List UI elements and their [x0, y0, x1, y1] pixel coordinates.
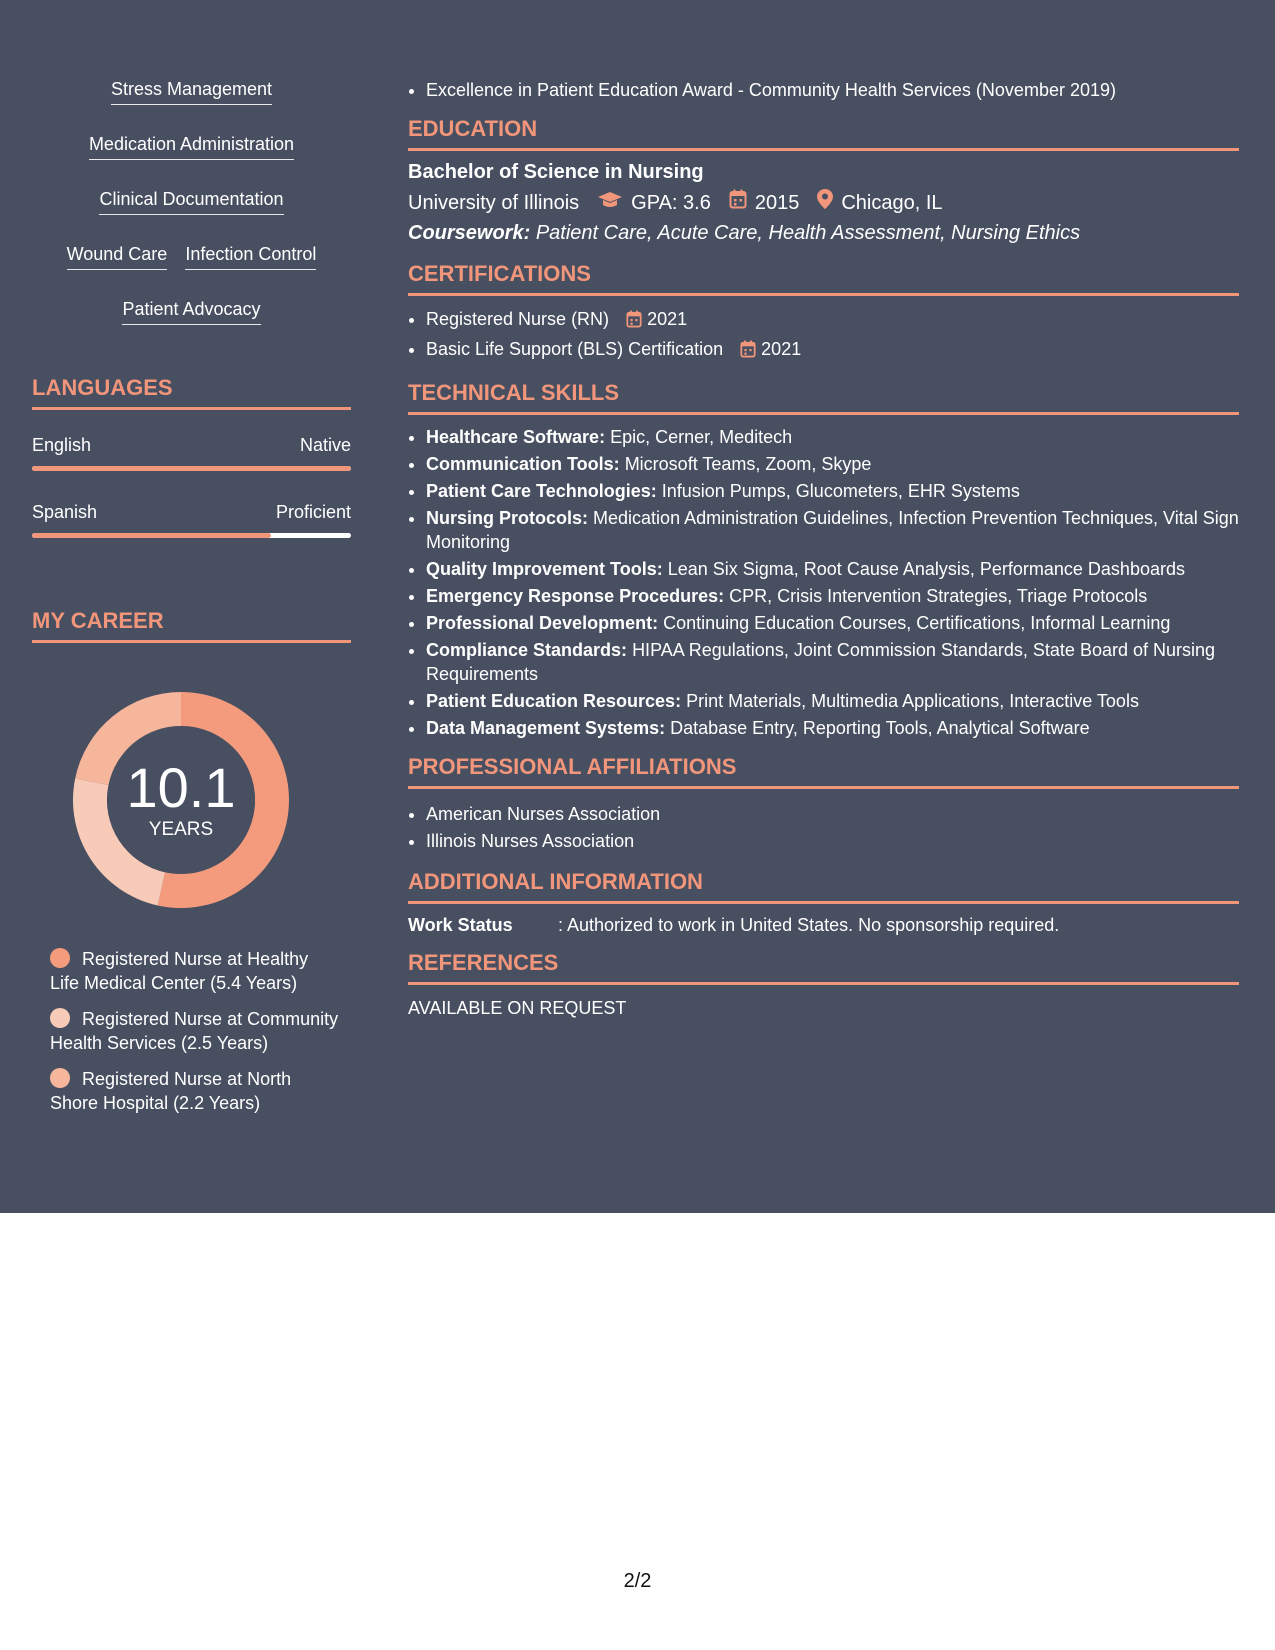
career-heading: MY CAREER: [32, 608, 351, 643]
skill-tag: Medication Administration: [89, 133, 294, 160]
legend-item: [50, 1007, 340, 1055]
right-column: [408, 78, 1239, 1019]
legend-item: [50, 1067, 340, 1115]
technical-skill-item: [426, 716, 1239, 740]
skill-tag: Stress Management: [111, 78, 272, 105]
awards-list: [408, 78, 1239, 102]
language-level: Native: [299, 435, 351, 455]
language-bar-fill: [32, 466, 351, 471]
calendar-icon: [740, 339, 756, 366]
technical-skill-item: [426, 452, 1239, 476]
education-meta: [408, 189, 1239, 217]
language-name: English: [32, 435, 92, 455]
page-number: 2/2: [623, 1570, 652, 1592]
technical-skill-value: Medication Administration Guidelines, Infection Prevention Techniques, Vital Sign Monitoring: [426, 508, 1239, 552]
affiliations-heading: PROFESSIONAL AFFILIATIONS: [408, 754, 1239, 789]
award-item: • Excellence in Patient Education Award - Community Health Services (November 2019): [426, 78, 1239, 102]
certification-name: Basic Life Support (BLS) Certification: [426, 339, 724, 359]
certification-year: 2021: [647, 309, 688, 329]
left-column: [32, 78, 351, 1127]
skill-tag: Clinical Documentation: [99, 188, 283, 215]
education-coursework: [408, 219, 1239, 247]
education-school: University of Illinois: [408, 192, 580, 214]
legend-label: Registered Nurse at North Shore Hospital (2.2 Years): [50, 1069, 292, 1113]
education-degree: Bachelor of Science in Nursing: [408, 161, 704, 183]
technical-skill-item: [426, 689, 1239, 713]
affiliations-list: [408, 801, 1239, 855]
technical-skill-label: Professional Development:: [426, 613, 659, 633]
education-year: 2015: [754, 192, 800, 214]
map-pin-icon: [817, 189, 833, 217]
legend-dot: [50, 1008, 70, 1028]
references-heading: REFERENCES: [408, 950, 1239, 985]
technical-skill-item: [426, 557, 1239, 581]
certification-item: [426, 306, 1239, 336]
technical-skill-value: Continuing Education Courses, Certifications, Informal Learning: [663, 613, 1171, 633]
coursework-label: Coursework:: [408, 222, 531, 244]
language-name: Spanish: [32, 502, 98, 522]
calendar-icon: [626, 309, 642, 336]
technical-skill-label: Patient Care Technologies:: [426, 481, 657, 501]
language-item: [32, 501, 351, 538]
language-bar: [32, 533, 351, 538]
skill-tag: Patient Advocacy: [122, 298, 260, 325]
technical-skills-list: [408, 425, 1239, 740]
legend-dot: [50, 1068, 70, 1088]
technical-skill-item: [426, 506, 1239, 554]
certification-year: 2021: [761, 339, 802, 359]
education-location: Chicago, IL: [841, 192, 943, 214]
legend-label: Registered Nurse at Community Health Services (2.5 Years): [50, 1009, 339, 1053]
technical-skill-item: [426, 425, 1239, 449]
affiliation-item: • Illinois Nurses Association: [426, 828, 1239, 855]
coursework-value: Patient Care, Acute Care, Health Assessment, Nursing Ethics: [535, 222, 1081, 244]
graduation-cap-icon: [597, 189, 623, 217]
calendar-icon: [729, 189, 747, 217]
additional-info-heading: ADDITIONAL INFORMATION: [408, 869, 1239, 904]
skill-tag: Infection Control: [185, 243, 316, 270]
references-text: AVAILABLE ON REQUEST: [408, 998, 627, 1018]
skill-tag: Wound Care: [67, 243, 168, 270]
technical-skill-value: Print Materials, Multimedia Applications, Interactive Tools: [686, 691, 1139, 711]
technical-skill-value: Database Entry, Reporting Tools, Analytical Software: [670, 718, 1090, 738]
certifications-list: [408, 306, 1239, 366]
technical-skill-label: Quality Improvement Tools:: [426, 559, 663, 579]
technical-skill-value: Microsoft Teams, Zoom, Skype: [624, 454, 872, 474]
technical-skill-label: Patient Education Resources:: [426, 691, 682, 711]
work-status-label: Work Status: [408, 915, 513, 935]
technical-skill-value: HIPAA Regulations, Joint Commission Standards, State Board of Nursing Requirements: [426, 640, 1216, 684]
legend-label: Registered Nurse at Healthy Life Medical Center (5.4 Years): [50, 949, 309, 993]
technical-skill-label: Data Management Systems:: [426, 718, 666, 738]
languages-heading: LANGUAGES: [32, 375, 351, 410]
skills-list: [32, 78, 351, 325]
certification-item: [426, 336, 1239, 366]
language-bar: [32, 466, 351, 471]
certification-name: Registered Nurse (RN): [426, 309, 610, 329]
language-bar-fill: [32, 533, 271, 538]
certifications-heading: CERTIFICATIONS: [408, 261, 1239, 296]
technical-skill-item: [426, 638, 1239, 686]
technical-skill-label: Nursing Protocols:: [426, 508, 589, 528]
language-level: Proficient: [275, 502, 351, 522]
technical-skill-label: Emergency Response Procedures:: [426, 586, 725, 606]
technical-skill-value: Epic, Cerner, Meditech: [610, 427, 793, 447]
technical-skill-item: [426, 611, 1239, 635]
legend-dot: [50, 948, 70, 968]
technical-skill-value: Lean Six Sigma, Root Cause Analysis, Performance Dashboards: [667, 559, 1185, 579]
career-legend: [50, 947, 340, 1115]
technical-skill-value: CPR, Crisis Intervention Strategies, Triage Protocols: [729, 586, 1148, 606]
work-status-value: : Authorized to work in United States. No sponsorship required.: [558, 915, 1060, 935]
education-gpa: GPA: 3.6: [631, 192, 711, 214]
affiliation-item: • American Nurses Association: [426, 801, 1239, 828]
language-item: [32, 434, 351, 471]
career-years-unit: YEARS: [148, 819, 214, 840]
legend-item: [50, 947, 340, 995]
technical-skills-heading: TECHNICAL SKILLS: [408, 380, 1239, 415]
technical-skill-value: Infusion Pumps, Glucometers, EHR Systems: [661, 481, 1020, 501]
technical-skill-item: [426, 479, 1239, 503]
career-donut-chart: [66, 685, 296, 915]
technical-skill-label: Compliance Standards:: [426, 640, 628, 660]
career-total-years: 10.1: [126, 756, 236, 819]
technical-skill-item: [426, 584, 1239, 608]
education-heading: EDUCATION: [408, 116, 1239, 151]
technical-skill-label: Healthcare Software:: [426, 427, 606, 447]
technical-skill-label: Communication Tools:: [426, 454, 620, 474]
work-status-row: [408, 914, 1239, 936]
